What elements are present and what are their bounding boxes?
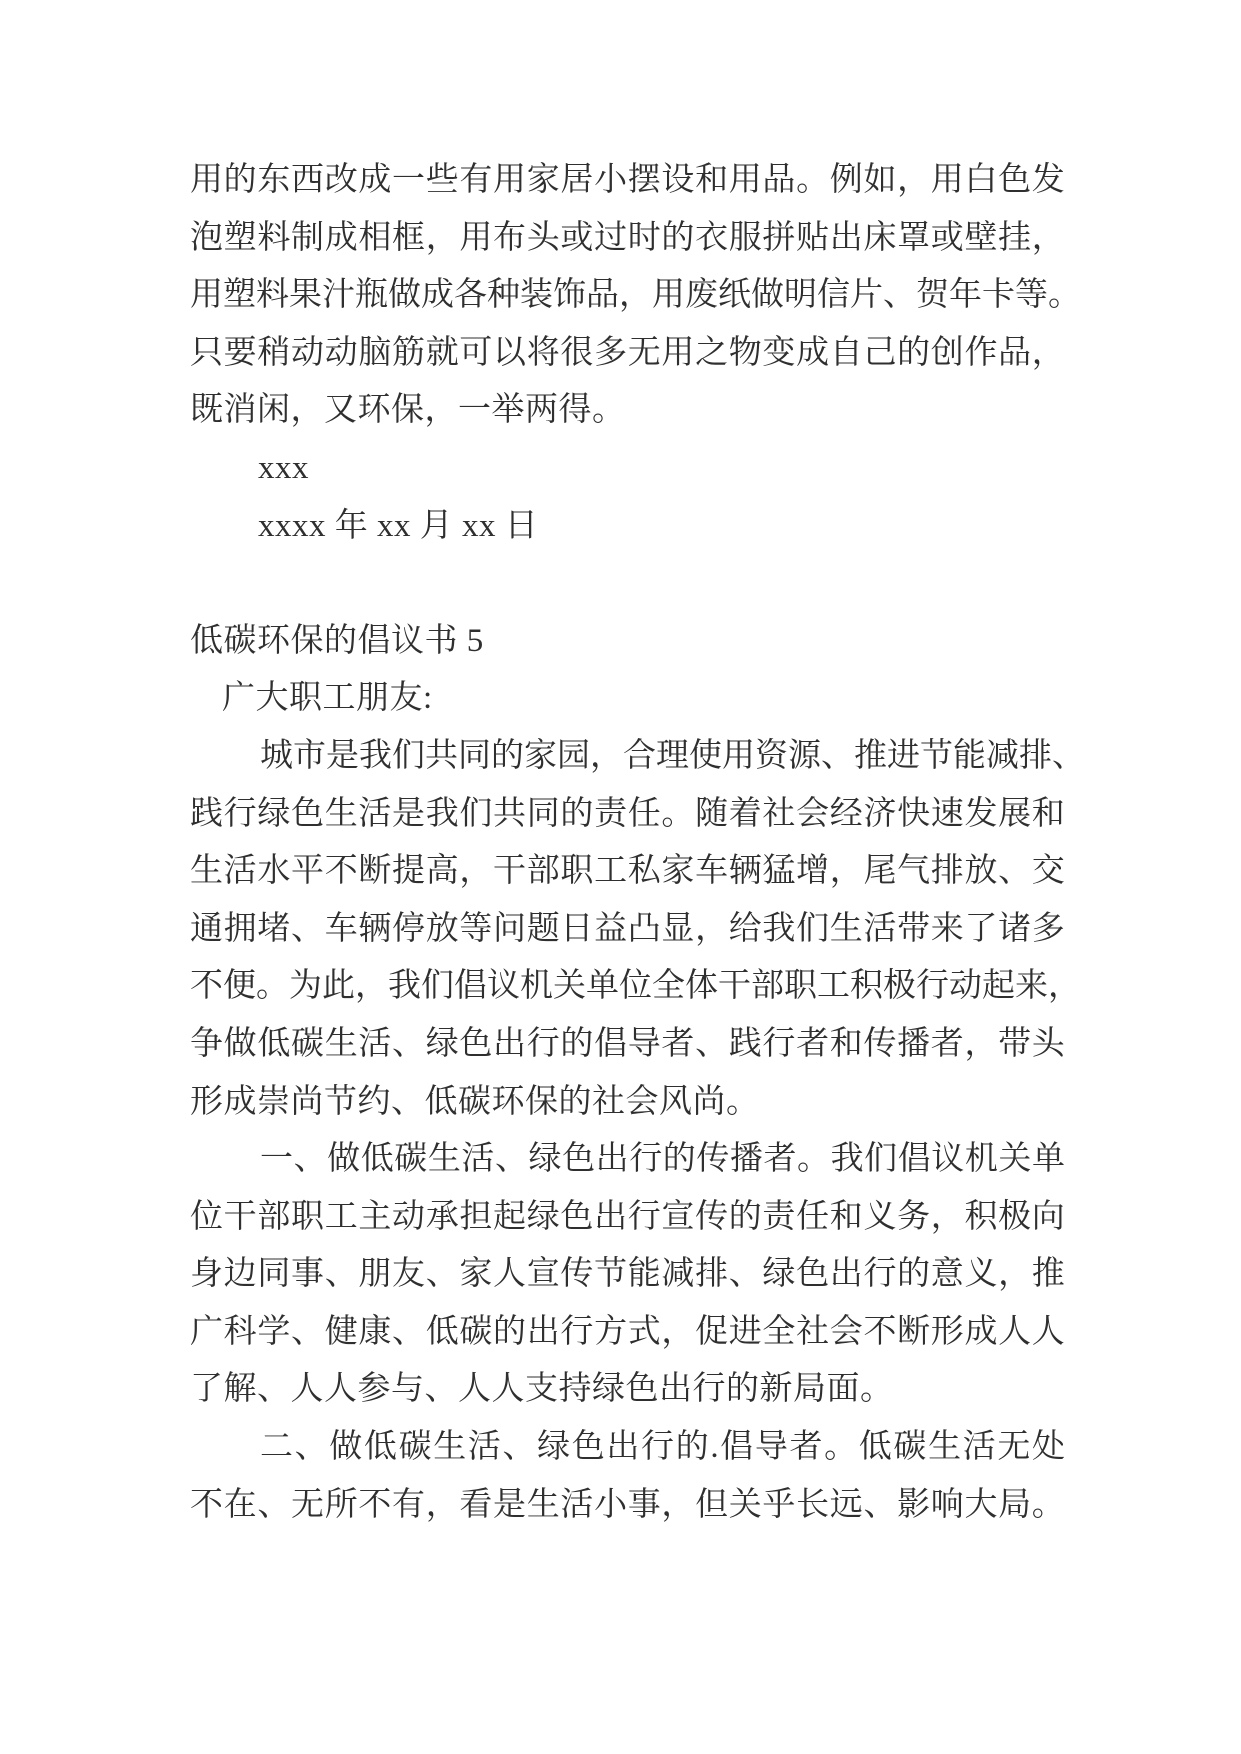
paragraph-line: 用 塑 料 果 汁 瓶 做 成 各 种 装 饰 品 ， 用 废 纸 做 明 信 片 、 贺 年 卡 等 。 [190,277,1081,314]
paragraph-line: 二 、 做 低 碳 生 活 、 绿 色 出 行 的 . 倡 导 者 。 低 碳 生 活 无 处 [260,1429,1065,1466]
document-body [190,152,1085,1534]
paragraph-line: 位 干 部 职 工 主 动 承 担 起 绿 色 出 行 宣 传 的 责 任 和 义 务 ， 积 极 向 [190,1198,1065,1235]
paragraph-line: 践 行 绿 色 生 活 是 我 们 共 同 的 责 任 。 随 着 社 会 经 济 快 速 发 展 和 [190,795,1065,832]
paragraph-line: 既消闲，又环保，一举两得。 [190,392,626,429]
paragraph-line: 生 活 水 平 不 断 提 高 ， 干 部 职 工 私 家 车 辆 猛 增 ， 尾 气 排 放 、 交 [190,853,1065,890]
salutation-line: 广大职工朋友: [222,680,433,717]
paragraph-line: 广 科 学 、 健 康 、 低 碳 的 出 行 方 式 ， 促 进 全 社 会 不 断 形 成 人 人 [190,1313,1065,1350]
paragraph-line: 身 边 同 事 、 朋 友 、 家 人 宣 传 节 能 减 排 、 绿 色 出 行 的 意 义 ， 推 [190,1256,1065,1293]
date-line: xxxx 年 xx 月 xx 日 [258,507,539,544]
signature-line: xxx [258,449,309,486]
paragraph-line: 争 做 低 碳 生 活 、 绿 色 出 行 的 倡 导 者 、 践 行 者 和 传 播 者 ， 带 头 [190,1025,1065,1062]
paragraph-line: 城 市 是 我 们 共 同 的 家 园 ， 合 理 使 用 资 源 、 推 进 节 能 减 排 、 [260,737,1085,774]
paragraph-line: 用 的 东 西 改 成 一 些 有 用 家 居 小 摆 设 和 用 品 。 例 如 ， 用 白 色 发 [190,162,1065,198]
paragraph-line: 不 便 。 为 此 ， 我 们 倡 议 机 关 单 位 全 体 干 部 职 工 积 极 行 动 起 来 ， [190,968,1081,1005]
paragraph-line: 一 、 做 低 碳 生 活 、 绿 色 出 行 的 传 播 者 。 我 们 倡 议 机 关 单 [260,1141,1065,1178]
blank-line [190,555,1065,613]
paragraph-line: 泡 塑 料 制 成 相 框 ， 用 布 头 或 过 时 的 衣 服 拼 贴 出 床 罩 或 壁 挂 ， [190,219,1065,256]
paragraph-line: 通 拥 堵 、 车 辆 停 放 等 问 题 日 益 凸 显 ， 给 我 们 生 活 带 来 了 诸 多 [190,910,1065,947]
section-heading: 低碳环保的倡议书 5 [190,622,484,659]
paragraph-line: 了解、人人参与、人人支持绿色出行的新局面。 [190,1371,894,1408]
paragraph-line: 不 在 、 无 所 不 有 ， 看 是 生 活 小 事 ， 但 关 乎 长 远 、 影 响 大 局 。 [190,1486,1065,1523]
paragraph-line: 形成崇尚节约、低碳环保的社会风尚。 [190,1083,760,1120]
paragraph-line: 只 要 稍 动 动 脑 筋 就 可 以 将 很 多 无 用 之 物 变 成 自 己 的 创 作 品 ， [190,334,1065,371]
